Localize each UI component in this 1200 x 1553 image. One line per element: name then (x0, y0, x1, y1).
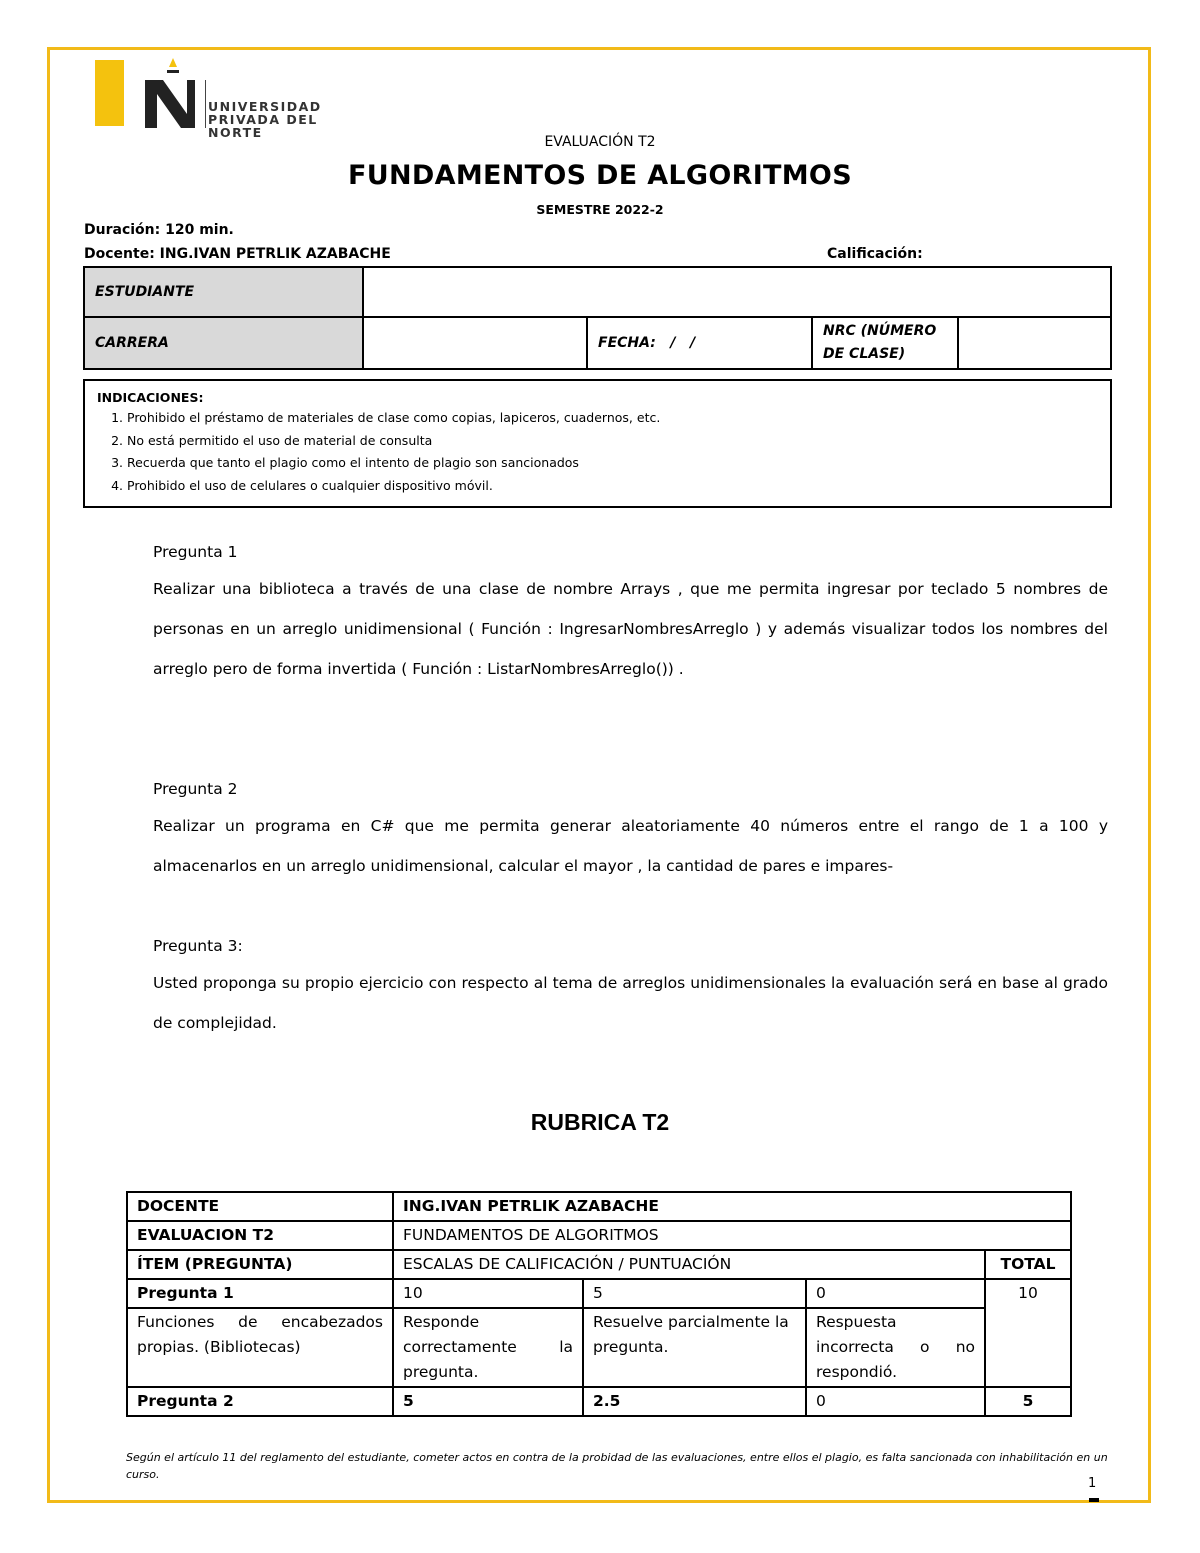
rubric-total-header: TOTAL (985, 1250, 1071, 1279)
instruction-item: 2. No está permitido el uso de material de consulta (127, 430, 1098, 453)
rubric-description: Responde correctamente la pregunta. (393, 1308, 583, 1387)
logo-yellow-bar (95, 60, 124, 126)
logo-divider (205, 80, 206, 128)
rubric-docente-label: DOCENTE (127, 1192, 393, 1221)
logo-n-mark (143, 58, 203, 128)
rubric-score: 10 (393, 1279, 583, 1308)
question-1-text: Realizar una biblioteca a través de una clase de nombre Arrays , que me permita ingresar por teclado 5 nombres de personas en un arreglo unidimensional ( Función : IngresarNombresArreglo ) y además visualizar todos los nombres del arreglo pero de forma invertida ( Función : ListarNombresArreglo()) . (153, 580, 1108, 678)
rubric-row-total: 5 (985, 1387, 1071, 1416)
nrc-field[interactable] (958, 317, 1111, 369)
nrc-label: NRC (NÚMERO DE CLASE) (812, 317, 958, 369)
rubric-score: 0 (806, 1387, 985, 1416)
footer-note: Según el artículo 11 del reglamento del estudiante, cometer actos en contra de la probidad de las evaluaciones, entre ellos el plagio, es falta sancionada con inhabilitación en un curso. (126, 1451, 1108, 1481)
question-2-text: Realizar un programa en C# que me permita generar aleatoriamente 40 números entre el rango de 1 a 100 y almacenarlos en un arreglo unidimensional, calcular el mayor , la cantidad de pares e impares- (153, 817, 1108, 875)
rubric-table (126, 1191, 1072, 1417)
instructions-title: INDICACIONES: (97, 390, 204, 405)
rubric-title: RUBRICA T2 (530, 1109, 670, 1135)
teacher-text: Docente: ING.IVAN PETRLIK AZABACHE (84, 246, 391, 262)
rubric-description: Respuesta incorrecta o no respondió. (806, 1308, 985, 1387)
question-2 (153, 780, 1108, 886)
instruction-item: 3. Recuerda que tanto el plagio como el intento de plagio son sancionados (127, 452, 1098, 475)
question-3-text: Usted proponga su propio ejercicio con respecto al tema de arreglos unidimensionales la evaluación será en base al grado de complejidad. (153, 974, 1108, 1032)
instructions-list (97, 407, 1098, 497)
rubric-score: 0 (806, 1279, 985, 1308)
question-3 (153, 937, 1108, 1043)
rubric-eval-label: EVALUACION T2 (127, 1221, 393, 1250)
university-logo (95, 50, 375, 140)
logo-line-2: PRIVADA DEL NORTE (208, 112, 318, 140)
question-3-title: Pregunta 3: (153, 937, 243, 955)
instruction-item: 4. Prohibido el uso de celulares o cualquier dispositivo móvil. (127, 475, 1098, 498)
semester-label: SEMESTRE 2022-2 (536, 202, 664, 217)
duration-text: Duración: 120 min. (84, 222, 234, 238)
rubric-score: 5 (393, 1387, 583, 1416)
grade-label: Calificación: (827, 246, 923, 262)
rubric-eval-value: FUNDAMENTOS DE ALGORITMOS (393, 1221, 1071, 1250)
instructions-box (83, 379, 1112, 508)
rubric-scale-header: ESCALAS DE CALIFICACIÓN / PUNTUACIÓN (393, 1250, 985, 1279)
logo-line-1: UNIVERSIDAD (208, 99, 322, 114)
rubric-description: Resuelve parcialmente la pregunta. (583, 1308, 806, 1387)
career-label: CARRERA (84, 317, 363, 369)
student-label: ESTUDIANTE (84, 267, 363, 317)
student-info-table (83, 266, 1112, 370)
course-title: FUNDAMENTOS DE ALGORITMOS (348, 160, 852, 191)
rubric-item-header: ÍTEM (PREGUNTA) (127, 1250, 393, 1279)
instruction-item: 1. Prohibido el préstamo de materiales de clase como copias, lapiceros, cuadernos, etc. (127, 407, 1098, 430)
rubric-row-name: Pregunta 1 (127, 1279, 393, 1308)
rubric-docente-value: ING.IVAN PETRLIK AZABACHE (393, 1192, 1071, 1221)
date-field[interactable]: FECHA: / / (587, 317, 812, 369)
page-number-mark (1089, 1498, 1099, 1502)
question-1 (153, 543, 1108, 689)
student-field[interactable] (363, 267, 1111, 317)
evaluation-label: EVALUACIÓN T2 (544, 134, 656, 150)
question-1-title: Pregunta 1 (153, 543, 238, 561)
rubric-score: 2.5 (583, 1387, 806, 1416)
rubric-row-total: 10 (985, 1279, 1071, 1387)
rubric-criterion: Funciones de encabezados propias. (Bibliotecas) (127, 1308, 393, 1387)
page-number: 1 (1088, 1476, 1097, 1491)
career-field[interactable] (363, 317, 587, 369)
question-2-title: Pregunta 2 (153, 780, 238, 798)
rubric-score: 5 (583, 1279, 806, 1308)
rubric-row-name: Pregunta 2 (127, 1387, 393, 1416)
